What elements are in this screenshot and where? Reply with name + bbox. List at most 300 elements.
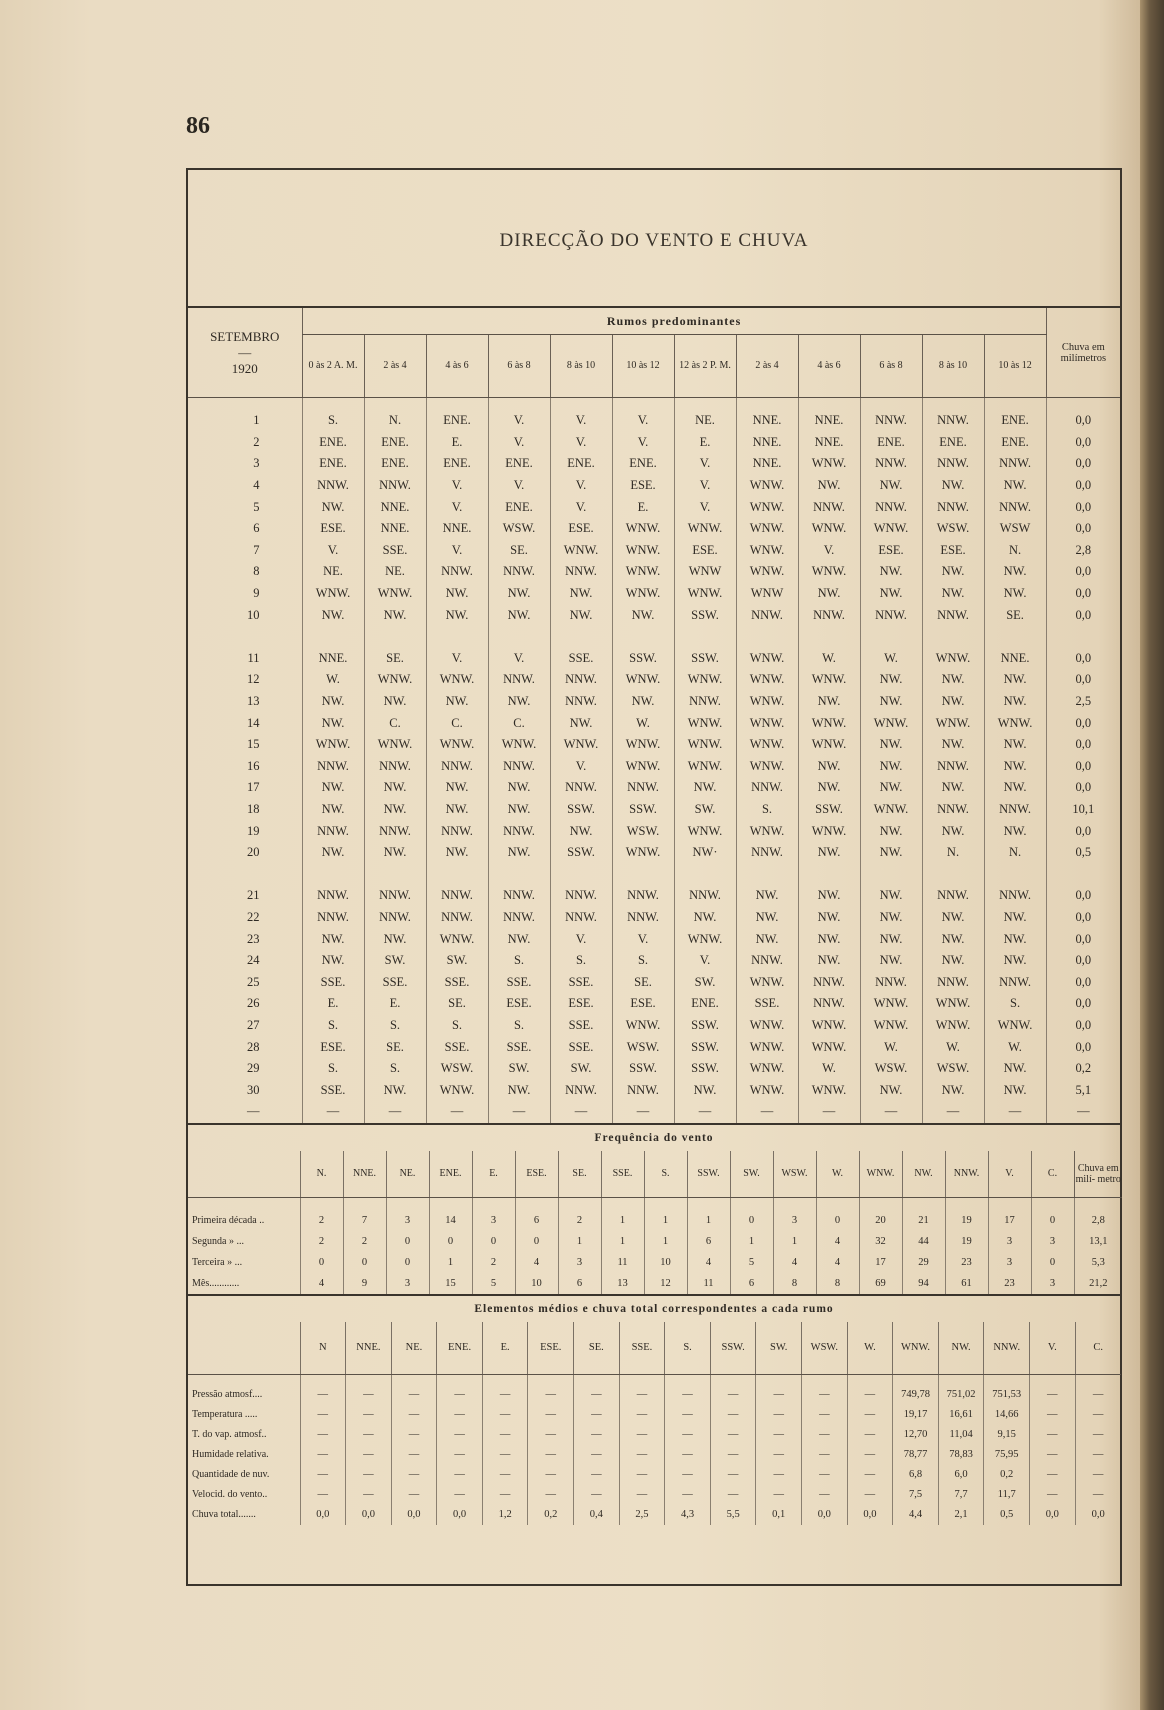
wind-cell: SSE.	[364, 971, 426, 993]
wind-cell: S.	[302, 1058, 364, 1080]
wind-cell: NW.	[550, 712, 612, 734]
elements-header-row	[188, 1322, 1121, 1375]
wind-cell: NW.	[860, 907, 922, 929]
wind-cell: NW.	[674, 777, 736, 799]
wind-cell: NNW.	[488, 669, 550, 691]
count-cell: 2	[343, 1231, 386, 1252]
wind-cell: W.	[798, 648, 860, 670]
wind-cell: NNW.	[550, 691, 612, 713]
row-label: Temperatura .....	[192, 1409, 258, 1421]
rain-cell: 0,0	[1046, 993, 1120, 1015]
table-row	[188, 820, 1120, 842]
wind-cell: WNW	[674, 561, 736, 583]
spacer-cell	[1046, 626, 1120, 648]
value-cell: —	[528, 1485, 574, 1505]
wind-cell: ENE.	[488, 453, 550, 475]
wind-cell: NW.	[984, 734, 1046, 756]
value-cell: —	[391, 1485, 437, 1505]
table-row	[188, 518, 1120, 540]
count-cell: 1	[773, 1231, 816, 1252]
wind-cell: S.	[736, 799, 798, 821]
wind-cell: ESE.	[674, 540, 736, 562]
value-cell: —	[847, 1374, 893, 1405]
wind-cell: S.	[550, 950, 612, 972]
value-cell: —	[619, 1485, 665, 1505]
rain-cell: 0,0	[1046, 971, 1120, 993]
wind-cell: —	[736, 1101, 798, 1123]
wind-cell: NW.	[488, 799, 550, 821]
count-cell: 3	[1031, 1273, 1074, 1294]
wind-cell: ENE.	[302, 453, 364, 475]
direction-header: NNE.	[346, 1322, 392, 1375]
value-cell: —	[710, 1405, 756, 1425]
row-label: Chuva total.......	[192, 1509, 256, 1521]
value-cell: 11,7	[984, 1485, 1030, 1505]
value-cell: —	[574, 1405, 620, 1425]
wind-cell: NNW.	[674, 885, 736, 907]
wind-cell: SW.	[550, 1058, 612, 1080]
table-row	[188, 971, 1120, 993]
value-cell: —	[1030, 1465, 1076, 1485]
wind-cell: NNW.	[302, 885, 364, 907]
wind-cell: ENE.	[612, 453, 674, 475]
wind-cell: NNW.	[488, 907, 550, 929]
spacer-cell	[674, 863, 736, 885]
wind-cell: NW.	[922, 950, 984, 972]
value-cell: —	[665, 1445, 711, 1465]
wind-cell: NW.	[612, 691, 674, 713]
wind-cell: NNE.	[364, 518, 426, 540]
wind-cell: WNW.	[798, 712, 860, 734]
count-cell: 3	[386, 1273, 429, 1294]
wind-cell: NNW.	[984, 496, 1046, 518]
value-cell: —	[528, 1445, 574, 1465]
day-cell: 5	[253, 499, 260, 514]
rain-cell: 5,1	[1046, 1079, 1120, 1101]
spacer-cell	[364, 863, 426, 885]
wind-cell: WNW.	[674, 820, 736, 842]
frequency-label-header	[188, 1151, 300, 1198]
hour-header: 4 às 6	[798, 335, 860, 398]
year-label: 1920	[231, 360, 258, 376]
wind-cell: NW.	[488, 777, 550, 799]
day-cell: 2	[253, 434, 260, 449]
count-cell: 12	[644, 1273, 687, 1294]
table-row	[188, 583, 1120, 605]
wind-cell: SSE.	[550, 1036, 612, 1058]
wind-cell: WNW.	[674, 583, 736, 605]
wind-cell: NNW.	[550, 777, 612, 799]
wind-cell: ENE.	[984, 398, 1046, 432]
wind-cell: NW.	[302, 950, 364, 972]
count-cell: 2	[558, 1197, 601, 1231]
wind-cell: NW.	[550, 820, 612, 842]
rain-cell: 0,0	[1046, 885, 1120, 907]
table-row	[188, 1101, 1120, 1123]
spacer-cell	[550, 626, 612, 648]
wind-cell: WNW.	[674, 669, 736, 691]
wind-cell: NW.	[922, 734, 984, 756]
day-cell: 8	[253, 564, 260, 579]
value-cell: —	[710, 1374, 756, 1405]
wind-cell: WNW.	[736, 540, 798, 562]
count-cell: 19	[945, 1231, 988, 1252]
value-cell: 1,2	[482, 1505, 528, 1525]
value-cell: —	[756, 1485, 802, 1505]
wind-cell: NW.	[798, 842, 860, 864]
rain-cell: 0,0	[1046, 777, 1120, 799]
hour-header: 8 às 10	[922, 335, 984, 398]
day-cell: —	[247, 1104, 260, 1119]
wind-cell: V.	[488, 648, 550, 670]
wind-cell: WNW.	[364, 583, 426, 605]
rain-cell: 0,0	[1046, 712, 1120, 734]
month-dash: —	[238, 344, 252, 360]
wind-cell: WNW.	[922, 648, 984, 670]
count-cell: 8	[773, 1273, 816, 1294]
elements-table	[188, 1322, 1121, 1525]
wind-cell: NNW.	[426, 756, 488, 778]
wind-cell: NNE.	[984, 648, 1046, 670]
rain-header-text: Chuva em milímetros	[1060, 341, 1107, 364]
rain-cell: 0,2	[1046, 1058, 1120, 1080]
count-cell: 3	[1031, 1231, 1074, 1252]
spacer-cell	[302, 626, 364, 648]
wind-cell: NW.	[860, 950, 922, 972]
count-cell: 0	[730, 1197, 773, 1231]
value-cell: —	[1075, 1445, 1121, 1465]
wind-cell: WNW.	[736, 475, 798, 497]
wind-cell: WNW.	[736, 561, 798, 583]
direction-header: WNW.	[859, 1151, 902, 1198]
value-cell: 0,5	[984, 1505, 1030, 1525]
value-cell: —	[346, 1465, 392, 1485]
day-cell: 3	[253, 456, 260, 471]
wind-cell: NW.	[488, 583, 550, 605]
wind-cell: NW.	[984, 1079, 1046, 1101]
wind-cell: NW.	[860, 669, 922, 691]
wind-cell: NNW.	[798, 604, 860, 626]
count-cell: 19	[945, 1197, 988, 1231]
count-cell: 69	[859, 1273, 902, 1294]
spacer-cell	[302, 863, 364, 885]
rain-cell: 0,0	[1046, 453, 1120, 475]
wind-cell: NW.	[984, 928, 1046, 950]
wind-cell: NNW.	[736, 842, 798, 864]
wind-cell: NW.	[922, 669, 984, 691]
wind-cell: WNW.	[798, 453, 860, 475]
decade-spacer	[188, 863, 1120, 885]
count-cell: 10	[515, 1273, 558, 1294]
wind-cell: NW.	[798, 583, 860, 605]
count-cell: 7	[343, 1197, 386, 1231]
count-cell: 4	[687, 1252, 730, 1273]
table-row	[188, 1425, 1121, 1445]
count-cell: 17	[859, 1252, 902, 1273]
day-cell: 23	[247, 931, 260, 946]
wind-cell: WNW.	[798, 734, 860, 756]
wind-cell: S.	[364, 1015, 426, 1037]
wind-cell: V.	[488, 475, 550, 497]
count-cell: 94	[902, 1273, 945, 1294]
direction-header: C.	[1031, 1151, 1074, 1198]
wind-cell: SE.	[984, 604, 1046, 626]
table-row	[188, 398, 1120, 432]
table-row	[188, 885, 1120, 907]
value-cell: 749,78	[893, 1374, 939, 1405]
value-cell: —	[300, 1445, 346, 1465]
count-cell: 0	[300, 1252, 343, 1273]
rain-cell: 10,1	[1046, 799, 1120, 821]
wind-cell: SSE.	[488, 1036, 550, 1058]
wind-cell: SE.	[364, 1036, 426, 1058]
direction-header: W.	[847, 1322, 893, 1375]
day-cell: 26	[247, 996, 260, 1011]
wind-cell: WNW.	[736, 756, 798, 778]
day-cell: 14	[247, 715, 260, 730]
wind-cell: WNW.	[426, 928, 488, 950]
wind-cell: W.	[860, 648, 922, 670]
wind-cell: WNW.	[426, 669, 488, 691]
value-cell: 0,0	[300, 1505, 346, 1525]
day-cell: 18	[247, 801, 260, 816]
wind-cell: W.	[860, 1036, 922, 1058]
count-cell: 11	[687, 1273, 730, 1294]
day-cell: 12	[247, 672, 260, 687]
direction-header: SSE.	[619, 1322, 665, 1375]
main-table-body	[188, 398, 1120, 1123]
value-cell: 0,0	[391, 1505, 437, 1525]
value-cell: —	[665, 1425, 711, 1445]
wind-cell: NNW.	[922, 453, 984, 475]
wind-cell: V.	[302, 540, 364, 562]
wind-cell: V.	[674, 950, 736, 972]
value-cell: 0,1	[756, 1505, 802, 1525]
wind-cell: WNW.	[612, 842, 674, 864]
frequency-rain-header: Chuva em milí- metro	[1074, 1151, 1122, 1198]
wind-cell: NNW.	[674, 691, 736, 713]
value-cell: 11,04	[938, 1425, 984, 1445]
wind-cell: NNW.	[612, 1079, 674, 1101]
hour-header: 6 às 8	[488, 335, 550, 398]
wind-cell: WNW.	[798, 561, 860, 583]
value-cell: —	[300, 1465, 346, 1485]
wind-cell: NW.	[364, 604, 426, 626]
spacer-cell	[984, 626, 1046, 648]
count-cell: 1	[644, 1231, 687, 1252]
spacer-cell	[550, 863, 612, 885]
table-row	[188, 432, 1120, 454]
wind-cell: NNW.	[922, 756, 984, 778]
wind-cell: NNW.	[736, 777, 798, 799]
wind-cell: WNW.	[364, 734, 426, 756]
wind-cell: WNW.	[674, 734, 736, 756]
wind-cell: NW.	[488, 691, 550, 713]
wind-cell: NW.	[984, 820, 1046, 842]
table-row	[188, 669, 1120, 691]
value-cell: 6,0	[938, 1465, 984, 1485]
wind-cell: ESE.	[302, 518, 364, 540]
table-row	[188, 1405, 1121, 1425]
day-cell: 25	[247, 974, 260, 989]
count-cell: 3	[386, 1197, 429, 1231]
direction-header: ESE.	[515, 1151, 558, 1198]
wind-cell: NW.	[922, 561, 984, 583]
value-cell: —	[391, 1405, 437, 1425]
wind-cell: NW.	[798, 950, 860, 972]
wind-cell: WNW.	[612, 756, 674, 778]
value-cell: 0,0	[1030, 1505, 1076, 1525]
wind-cell: WNW.	[674, 712, 736, 734]
wind-cell: NW.	[860, 475, 922, 497]
value-cell: —	[710, 1425, 756, 1445]
table-row	[188, 799, 1120, 821]
wind-cell: NNW.	[798, 993, 860, 1015]
wind-cell: ESE.	[860, 540, 922, 562]
value-cell: —	[802, 1485, 848, 1505]
value-cell: 16,61	[938, 1405, 984, 1425]
wind-cell: NW.	[798, 928, 860, 950]
table-row	[188, 993, 1120, 1015]
wind-cell: —	[612, 1101, 674, 1123]
wind-cell: NW.	[984, 583, 1046, 605]
wind-cell: NNW.	[736, 604, 798, 626]
wind-cell: NW.	[984, 561, 1046, 583]
wind-cell: NNW.	[922, 398, 984, 432]
wind-cell: NW.	[798, 756, 860, 778]
wind-cell: E.	[364, 993, 426, 1015]
wind-cell: NW.	[364, 777, 426, 799]
table-frame	[186, 168, 1122, 1586]
value-cell: —	[574, 1485, 620, 1505]
wind-cell: WNW.	[426, 734, 488, 756]
row-label: T. do vap. atmosf..	[192, 1429, 267, 1441]
wind-cell: N.	[364, 398, 426, 432]
wind-cell: ESE.	[302, 1036, 364, 1058]
table-row	[188, 1036, 1120, 1058]
count-cell: 0	[429, 1231, 472, 1252]
value-cell: —	[802, 1465, 848, 1485]
wind-cell: NNW.	[488, 820, 550, 842]
count-cell: 44	[902, 1231, 945, 1252]
table-row	[188, 842, 1120, 864]
value-cell: —	[300, 1374, 346, 1405]
direction-header: NE.	[386, 1151, 429, 1198]
table-row	[188, 1252, 1122, 1273]
page-title: DIRECÇÃO DO VENTO E CHUVA	[499, 230, 809, 251]
wind-cell: V.	[426, 496, 488, 518]
wind-cell: NNW.	[302, 907, 364, 929]
title-area	[188, 170, 1120, 308]
spacer-cell	[488, 863, 550, 885]
value-cell: —	[300, 1405, 346, 1425]
count-cell: 32	[859, 1231, 902, 1252]
wind-cell: SSW.	[550, 842, 612, 864]
value-cell: —	[1075, 1405, 1121, 1425]
wind-cell: NNW.	[736, 950, 798, 972]
value-cell: —	[1075, 1425, 1121, 1445]
table-row	[188, 1465, 1121, 1485]
day-cell: 21	[247, 888, 260, 903]
table-row	[188, 561, 1120, 583]
table-row	[188, 691, 1120, 713]
wind-cell: SE.	[364, 648, 426, 670]
value-cell: —	[847, 1465, 893, 1485]
wind-direction-table	[188, 308, 1120, 1123]
rain-cell: 0,0	[1046, 518, 1120, 540]
wind-cell: WNW.	[798, 518, 860, 540]
count-cell: 1	[687, 1197, 730, 1231]
wind-cell: NW.	[426, 604, 488, 626]
wind-cell: NNW.	[426, 907, 488, 929]
count-cell: 29	[902, 1252, 945, 1273]
rain-cell: 2,5	[1046, 691, 1120, 713]
frequency-header-row	[188, 1151, 1122, 1198]
wind-cell: —	[984, 1101, 1046, 1123]
wind-cell: WNW.	[488, 734, 550, 756]
row-label: Terceira » ...	[192, 1256, 243, 1268]
value-cell: 12,70	[893, 1425, 939, 1445]
direction-header: NW.	[902, 1151, 945, 1198]
value-cell: 7,5	[893, 1485, 939, 1505]
wind-cell: V.	[550, 475, 612, 497]
wind-cell: C.	[364, 712, 426, 734]
direction-header: V.	[1030, 1322, 1076, 1375]
count-cell: 0	[515, 1231, 558, 1252]
wind-cell: ESE.	[612, 475, 674, 497]
wind-cell: N.	[922, 842, 984, 864]
direction-header: SSW.	[687, 1151, 730, 1198]
wind-cell: WNW.	[736, 669, 798, 691]
table-row	[188, 950, 1120, 972]
book-spine-edge	[1140, 0, 1164, 1710]
wind-cell: NNW.	[364, 475, 426, 497]
table-row	[188, 907, 1120, 929]
wind-cell: NNW.	[426, 820, 488, 842]
value-cell: —	[528, 1374, 574, 1405]
value-cell: —	[619, 1445, 665, 1465]
wind-cell: NNW.	[984, 799, 1046, 821]
wind-cell: NW.	[860, 777, 922, 799]
day-cell: 1	[253, 413, 260, 428]
wind-cell: NW.	[984, 669, 1046, 691]
hour-header: 6 às 8	[860, 335, 922, 398]
wind-cell: SSW.	[674, 1036, 736, 1058]
value-cell: —	[528, 1405, 574, 1425]
count-cell: 20	[859, 1197, 902, 1231]
value-cell: —	[346, 1374, 392, 1405]
count-cell: 1	[601, 1197, 644, 1231]
wind-cell: WNW.	[984, 1015, 1046, 1037]
wind-cell: WNW.	[674, 756, 736, 778]
wind-cell: NNW.	[860, 971, 922, 993]
rain-cell: 0,0	[1046, 583, 1120, 605]
wind-cell: NNW.	[922, 496, 984, 518]
value-cell: 4,3	[665, 1505, 711, 1525]
wind-cell: WNW.	[302, 583, 364, 605]
wind-cell: NNW.	[488, 885, 550, 907]
table-row	[188, 1485, 1121, 1505]
value-cell: 0,0	[847, 1505, 893, 1525]
spacer-cell	[188, 863, 302, 885]
wind-cell: NW.	[364, 799, 426, 821]
wind-cell: SE.	[426, 993, 488, 1015]
wind-cell: WNW.	[798, 1015, 860, 1037]
day-cell: 11	[247, 650, 260, 665]
value-cell: —	[619, 1405, 665, 1425]
value-cell: —	[482, 1445, 528, 1465]
day-cell: 4	[253, 478, 260, 493]
